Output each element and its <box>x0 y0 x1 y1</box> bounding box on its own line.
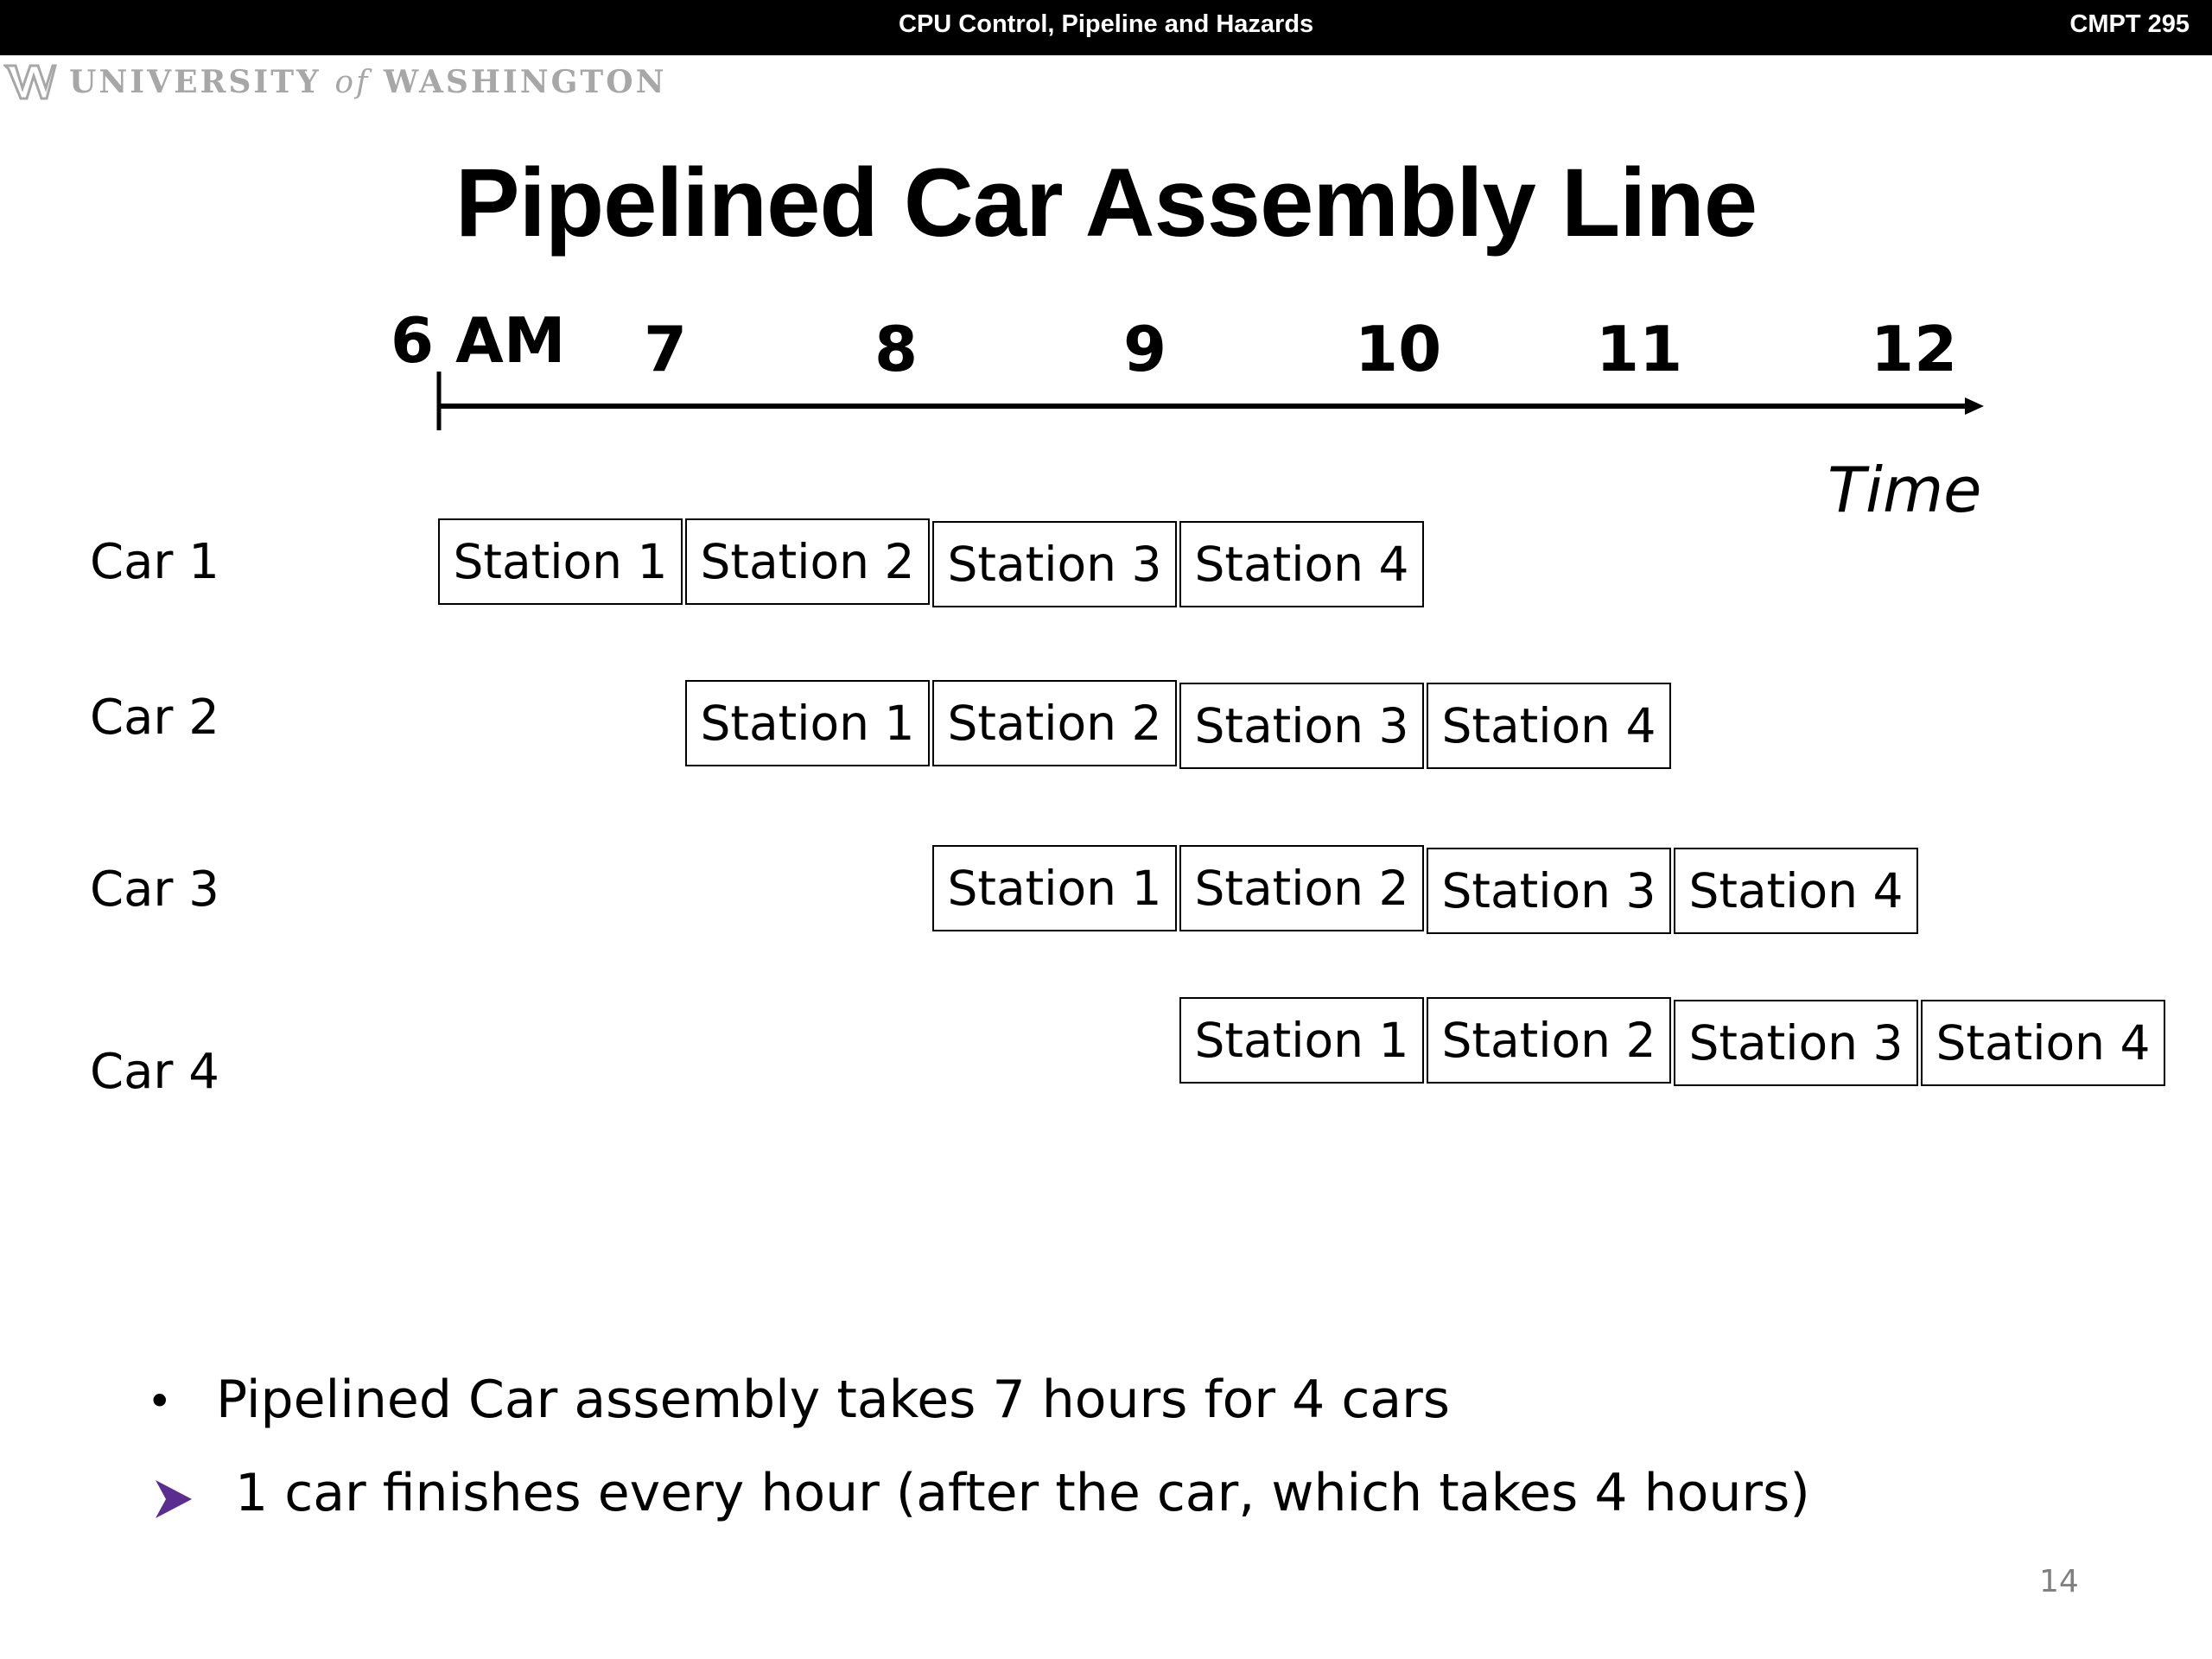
university-name-part2: WASHINGTON <box>383 64 667 100</box>
station-box: Station 2 <box>1427 997 1671 1084</box>
slide-title: Pipelined Car Assembly Line <box>454 149 1758 257</box>
station-box: Station 2 <box>685 518 930 605</box>
station-box: Station 4 <box>1427 683 1671 769</box>
bullet-text-sub: 1 car finishes every hour (after the car, which takes 4 hours) <box>235 1463 1810 1523</box>
car-label: Car 3 <box>90 861 219 918</box>
time-tick-label: 8 <box>874 313 918 385</box>
station-box: Station 4 <box>1921 1000 2165 1086</box>
car-label: Car 1 <box>90 534 219 590</box>
bullet-dot-icon: • <box>147 1376 173 1427</box>
car-label: Car 4 <box>90 1044 219 1100</box>
time-axis-label: Time <box>1827 454 1982 526</box>
university-name-of: of <box>334 65 371 100</box>
time-tick-label: 10 <box>1355 313 1442 385</box>
station-box: Station 2 <box>1179 845 1424 931</box>
station-box: Station 3 <box>932 521 1177 607</box>
time-tick-label: 12 <box>1871 313 1958 385</box>
arrowhead-bullet-icon <box>154 1473 194 1534</box>
time-tick-label: 11 <box>1596 313 1683 385</box>
station-box: Station 3 <box>1179 683 1424 769</box>
station-box: Station 1 <box>1179 997 1424 1084</box>
station-box: Station 1 <box>932 845 1177 931</box>
car-label: Car 2 <box>90 690 219 746</box>
time-tick-label: 6 AM <box>391 304 566 377</box>
station-box: Station 3 <box>1427 848 1671 934</box>
station-box: Station 4 <box>1674 848 1918 934</box>
header-title: CPU Control, Pipeline and Hazards <box>899 10 1314 38</box>
station-box: Station 3 <box>1674 1000 1918 1086</box>
time-axis-arrowhead <box>1965 397 1984 415</box>
time-tick-label: 9 <box>1123 313 1167 385</box>
station-box: Station 1 <box>685 680 930 766</box>
bullet-text-main: Pipelined Car assembly takes 7 hours for 4 cars <box>216 1370 1451 1430</box>
station-box: Station 4 <box>1179 521 1424 607</box>
university-name-part1: UNIVERSITY <box>69 64 321 100</box>
page-number: 14 <box>2039 1564 2079 1599</box>
time-tick-label: 7 <box>644 313 688 385</box>
station-box: Station 1 <box>438 518 683 605</box>
course-code: CMPT 295 <box>2069 10 2190 38</box>
station-box: Station 2 <box>932 680 1177 766</box>
